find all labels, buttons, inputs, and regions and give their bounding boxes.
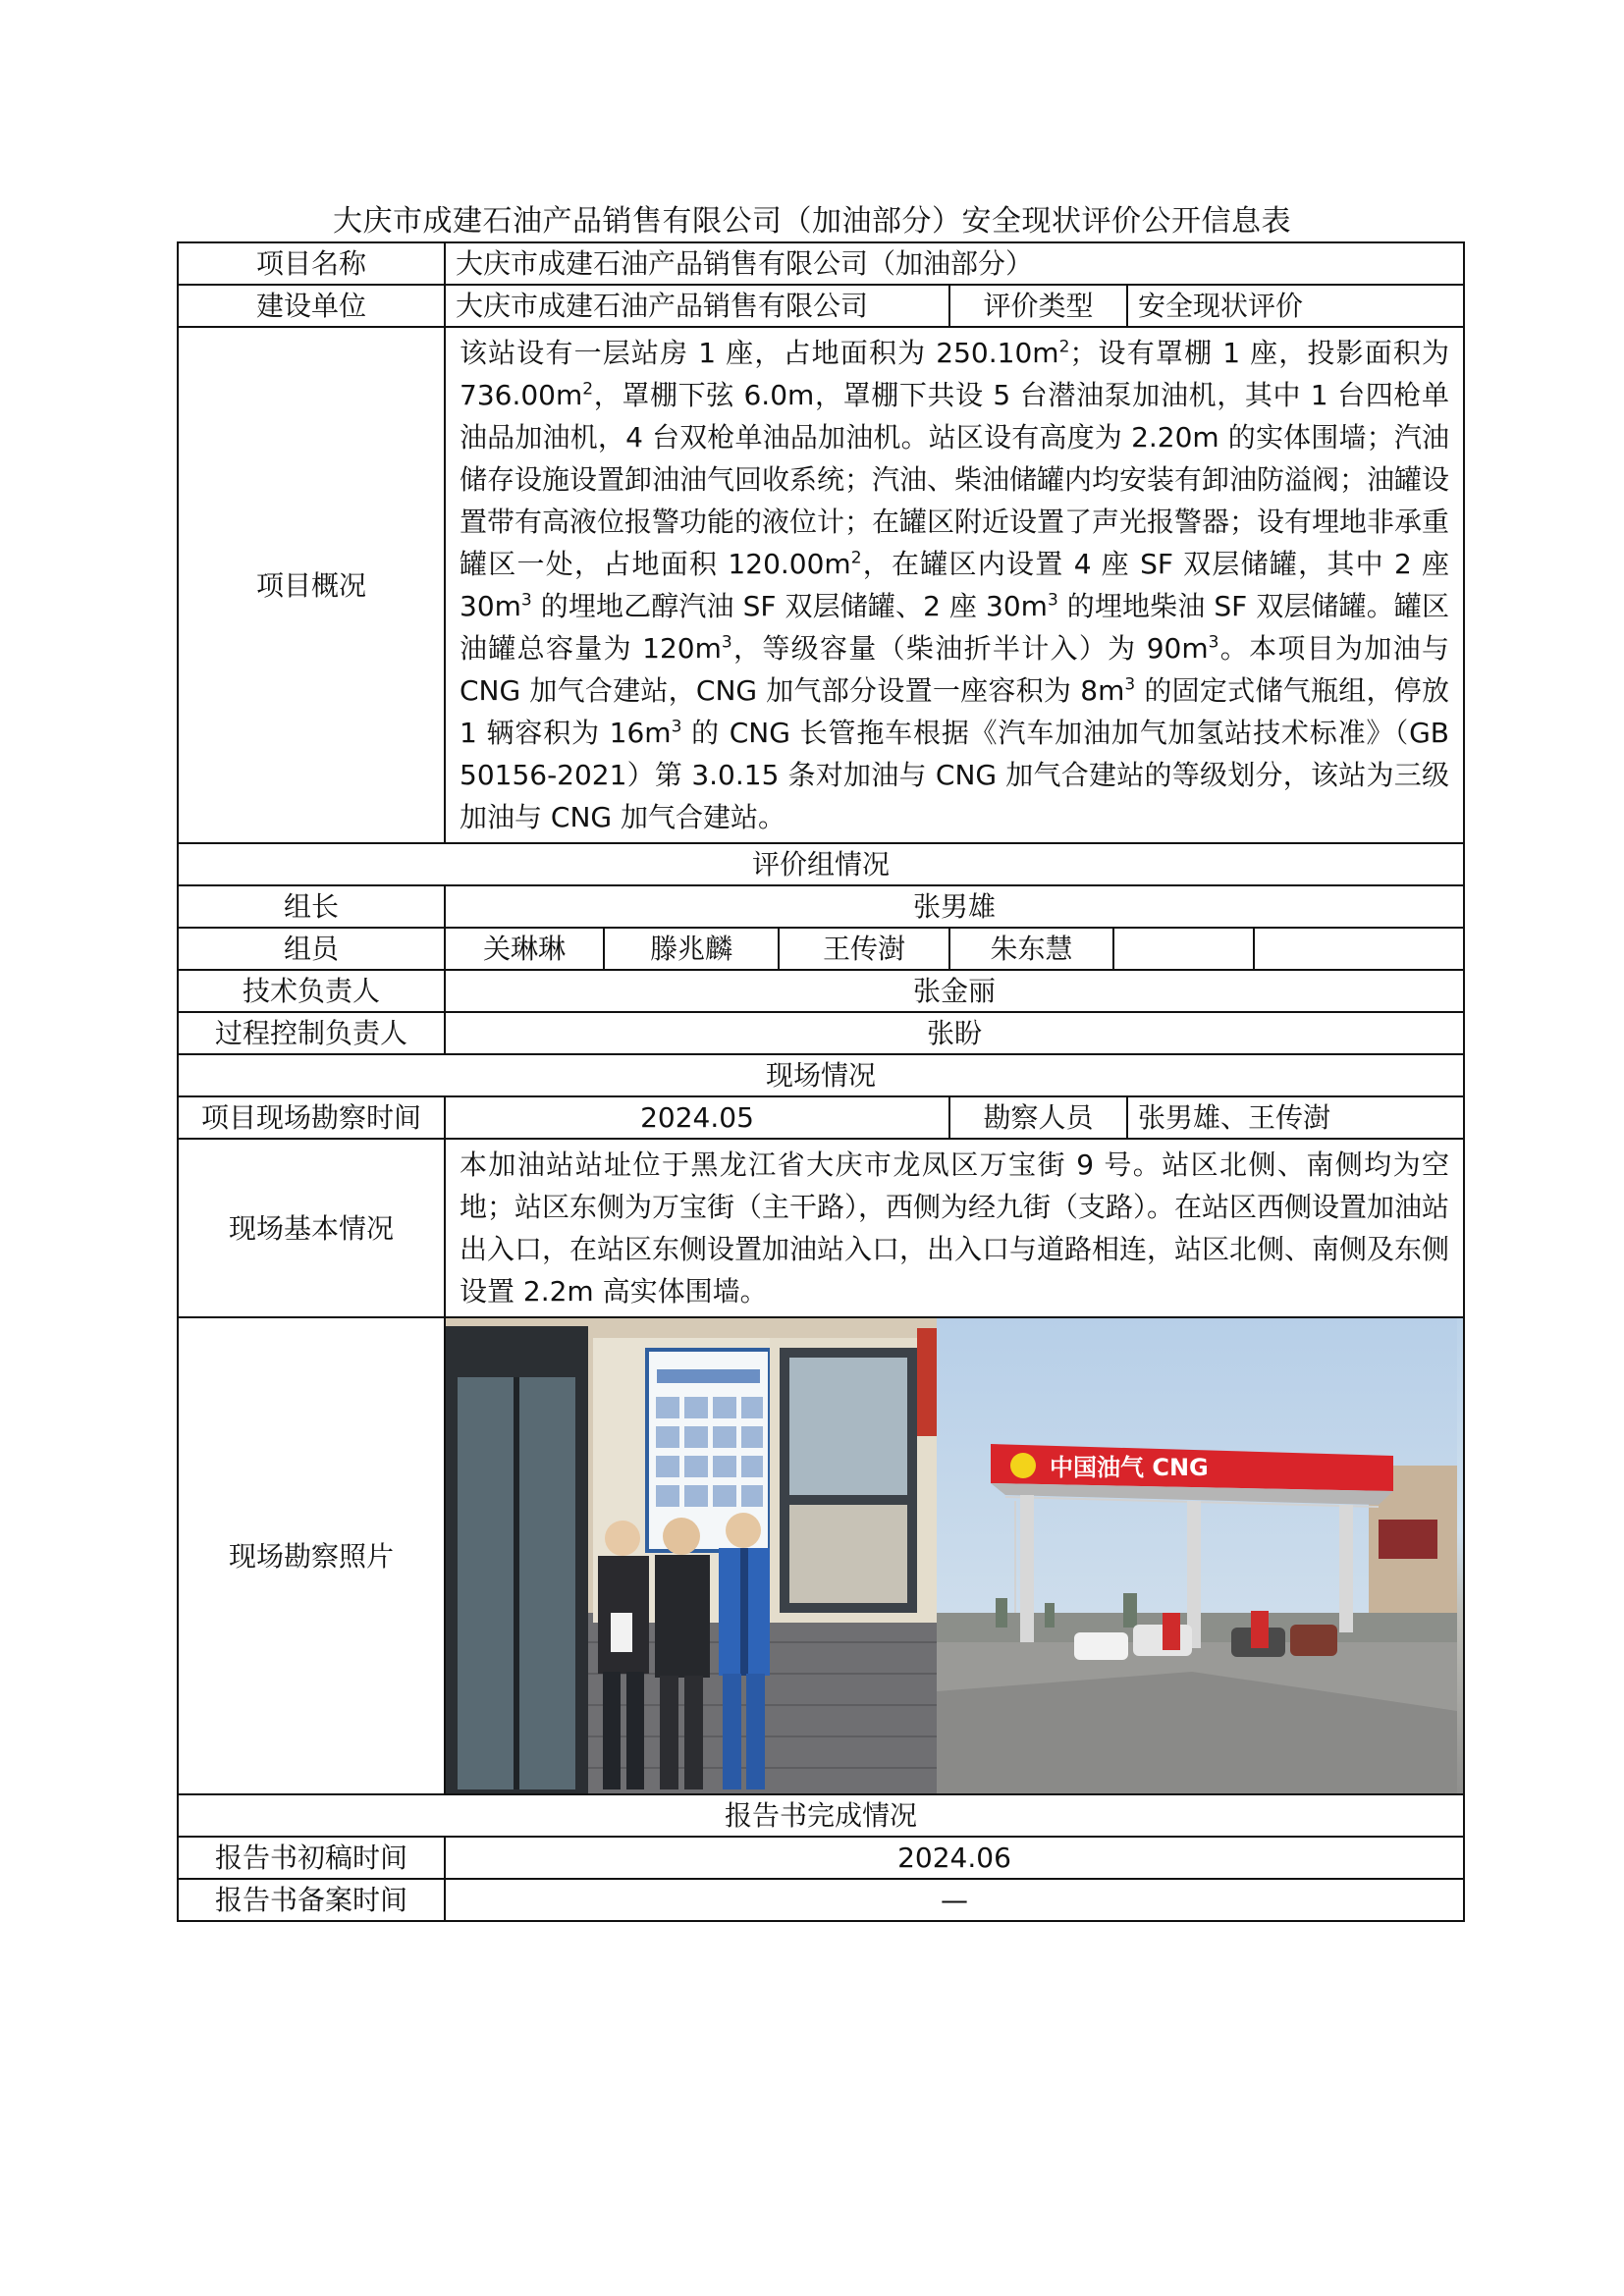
site-section-header: 现场情况 — [178, 1054, 1464, 1096]
surveyor-value: 张男雄、王传澍 — [1127, 1096, 1464, 1139]
site-photos — [445, 1317, 1464, 1794]
process-lead-value: 张盼 — [445, 1012, 1464, 1054]
row-project-name — [178, 242, 1464, 285]
row-report-filing — [178, 1879, 1464, 1921]
report-section-header: 报告书完成情况 — [178, 1794, 1464, 1837]
team-leader-value: 张男雄 — [445, 885, 1464, 928]
evaluation-type-label: 评价类型 — [949, 285, 1127, 327]
team-member-4: 朱东慧 — [949, 928, 1113, 970]
inspectors-photo-drawing — [446, 1318, 937, 1793]
tech-lead-label: 技术负责人 — [178, 970, 445, 1012]
construction-unit-value: 大庆市成建石油产品销售有限公司 — [445, 285, 949, 327]
survey-time-value: 2024.05 — [445, 1096, 949, 1139]
report-filing-label: 报告书备案时间 — [178, 1879, 445, 1921]
row-tech-lead — [178, 970, 1464, 1012]
row-site-section — [178, 1054, 1464, 1096]
project-name-label: 项目名称 — [178, 242, 445, 285]
row-survey-time — [178, 1096, 1464, 1139]
row-construction-unit — [178, 285, 1464, 327]
site-basic-text: 本加油站站址位于黑龙江省大庆市龙凤区万宝街 9 号。站区北侧、南侧均为空地；站区东侧为万宝街（主干路），西侧为经九街（支路）。在站区西侧设置加油站出入口，在站区东侧设置加油站入口，出入口与道路相连，站区北侧、南侧及东侧设置 2.2m 高实体围墙。 — [445, 1139, 1464, 1317]
row-team-leader — [178, 885, 1464, 928]
canopy-sign-text: 中国油气 CNG — [1050, 1454, 1209, 1481]
info-table — [177, 241, 1463, 1922]
row-team-section — [178, 843, 1464, 885]
evaluation-type-value: 安全现状评价 — [1127, 285, 1464, 327]
team-members-label: 组员 — [178, 928, 445, 970]
site-photo-label: 现场勘察照片 — [178, 1317, 445, 1794]
row-report-section — [178, 1794, 1464, 1837]
row-site-photos — [178, 1317, 1464, 1794]
project-overview-text: 该站设有一层站房 1 座，占地面积为 $250.10m^2$；设有罩棚 1 座，投影面积为 $736.00m^2$，罩棚下弦 6.0m，罩棚下共设 5 台潜油泵加油机，其中 1 台四枪单油品加油机，4 台双枪单油品加油机。站区设有高度为 2.20m 的实体围墙；汽油储存设施设置卸油油气回收系统；汽油、柴油储罐内均安装有卸油防溢阀；油罐设置带有高液位报警功能的液位计；在罐区附近设置了声光报警器；设有埋地非承重罐区一处，占地面积 $120.00m^2$，在罐区内设置 4 座 SF 双层储罐，其中 2 座 $30m^3$ 的埋地乙醇汽油 SF 双层储罐、2 座 $30m^3$ 的埋地柴油 SF 双层储罐。罐区油罐总容量为 $120m^3$，等级容量（柴油折半计入）为 $90m^3$。本项目为加油与 CNG 加气合建站，CNG 加气部分设置一座容积为 $8m^3$ 的固定式储气瓶组，停放 1 辆容积为 $16m^3$ 的 CNG 长管拖车根据《汽车加油加气加氢站技术标准》（GB 50156-2021）第 3.0.15 条对加油与 CNG 加气合建站的等级划分，该站为三级加油与 CNG 加气合建站。 — [445, 327, 1464, 843]
project-overview-label: 项目概况 — [178, 327, 445, 843]
site-basic-label: 现场基本情况 — [178, 1139, 445, 1317]
row-process-lead — [178, 1012, 1464, 1054]
team-member-2: 滕兆麟 — [604, 928, 779, 970]
row-site-basic — [178, 1139, 1464, 1317]
project-name-value: 大庆市成建石油产品销售有限公司（加油部分） — [445, 242, 1464, 285]
photo-gas-station-canopy — [937, 1318, 1463, 1793]
report-filing-value: — — [445, 1879, 1464, 1921]
team-member-5 — [1113, 928, 1254, 970]
document-title: 大庆市成建石油产品销售有限公司（加油部分）安全现状评价公开信息表 — [333, 204, 1291, 239]
team-leader-label: 组长 — [178, 885, 445, 928]
row-project-overview — [178, 327, 1464, 843]
team-section-header: 评价组情况 — [178, 843, 1464, 885]
canopy-photo-drawing — [937, 1318, 1457, 1793]
team-member-6 — [1254, 928, 1464, 970]
tech-lead-value: 张金丽 — [445, 970, 1464, 1012]
row-team-members — [178, 928, 1464, 970]
photo-inspectors-at-station — [446, 1318, 937, 1793]
report-draft-label: 报告书初稿时间 — [178, 1837, 445, 1879]
team-member-3: 王传澍 — [779, 928, 949, 970]
report-draft-value: 2024.06 — [445, 1837, 1464, 1879]
team-member-1: 关琳琳 — [445, 928, 604, 970]
construction-unit-label: 建设单位 — [178, 285, 445, 327]
row-report-draft — [178, 1837, 1464, 1879]
survey-time-label: 项目现场勘察时间 — [178, 1096, 445, 1139]
surveyor-label: 勘察人员 — [949, 1096, 1127, 1139]
process-lead-label: 过程控制负责人 — [178, 1012, 445, 1054]
